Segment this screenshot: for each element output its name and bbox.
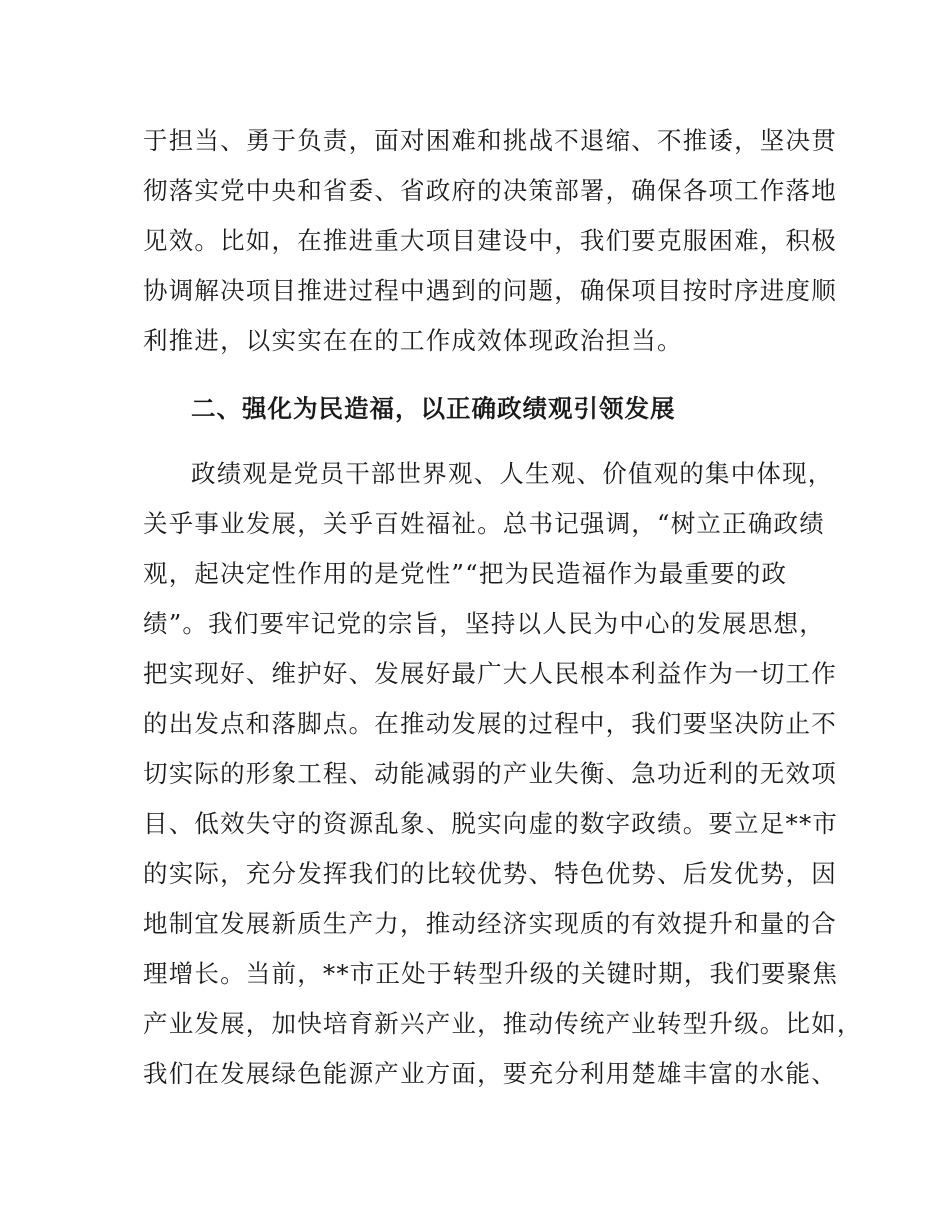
text-line: 关乎事业发展，关乎百姓福祉。总书记强调，“树立正确政绩 [143, 509, 825, 538]
text-line: 协调解决项目推进过程中遇到的问题，确保项目按时序进度顺 [143, 276, 837, 305]
text-line: 绩”。我们要牢记党的宗旨，坚持以人民为中心的发展思想， [143, 609, 825, 638]
text-line: 的出发点和落脚点。在推动发展的过程中，我们要坚决防止不 [143, 709, 837, 738]
text-line: 地制宜发展新质生产力，推动经济实现质的有效提升和量的合 [143, 909, 837, 938]
text-line: 切实际的形象工程、动能减弱的产业失衡、急功近利的无效项 [143, 759, 837, 788]
text-line: 把实现好、维护好、发展好最广大人民根本利益作为一切工作 [143, 659, 837, 688]
text-line: 目、低效失守的资源乱象、脱实向虚的数字政绩。要立足**市 [143, 809, 839, 838]
text-line: 观，起决定性作用的是党性”“把为民造福作为最重要的政 [143, 559, 788, 588]
text-line: 我们在发展绿色能源产业方面，要充分利用楚雄丰富的水能、 [143, 1059, 837, 1088]
text-line: 见效。比如，在推进重大项目建设中，我们要克服困难，积极 [143, 226, 837, 255]
text-line: 彻落实党中央和省委、省政府的决策部署，确保各项工作落地 [143, 176, 837, 205]
text-line: 于担当、勇于负责，面对困难和挑战不退缩、不推诿，坚决贯 [143, 126, 837, 155]
text-line: 的实际，充分发挥我们的比较优势、特色优势、后发优势，因 [143, 859, 837, 888]
text-line: 产业发展，加快培育新兴产业，推动传统产业转型升级。比如， [143, 1009, 863, 1038]
text-line: 利推进，以实实在在的工作成效体现政治担当。 [143, 326, 683, 355]
text-line: 理增长。当前，**市正处于转型升级的关键时期，我们要聚焦 [143, 959, 839, 988]
section-heading: 二、强化为民造福，以正确政绩观引领发展 [191, 394, 676, 423]
text-line: 政绩观是党员干部世界观、人生观、价值观的集中体现， [191, 459, 834, 488]
